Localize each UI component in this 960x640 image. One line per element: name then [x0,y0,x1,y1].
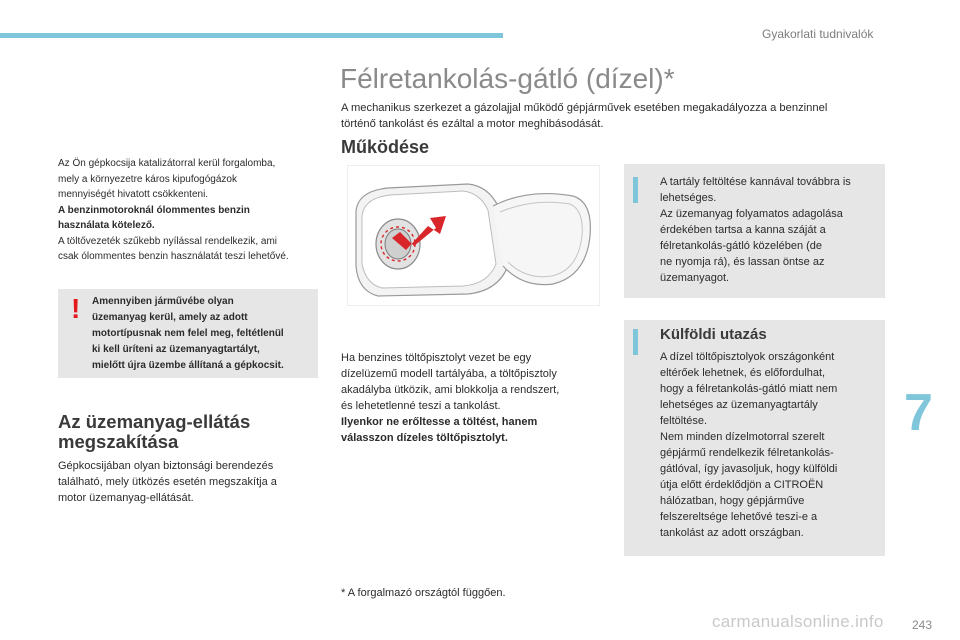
text-line: mely a környezetre káros kipufogógázok [58,173,237,185]
warning-text [92,294,314,374]
info-line: üzemanyagot. [660,272,730,284]
info-line: útja előtt érdeklődjön a CITROËN [660,479,824,491]
footnote: * A forgalmazó országtól függően. [341,587,506,599]
catalyst-paragraph [58,156,323,265]
info-line: Nem minden dízelmotorral szerelt [660,431,825,443]
info-text [660,349,880,541]
text-line: Az Ön gépkocsija katalizátorral kerül forgalomba, [58,158,276,169]
intro-paragraph [341,101,886,132]
info-icon [633,329,638,355]
header-accent-bar [0,33,503,38]
warning-box [58,289,318,378]
info-line: A dízel töltőpisztolyok országonként [660,351,835,363]
text-line: Gépkocsijában olyan biztonsági berendezés [58,460,274,472]
info-line: A tartály feltöltése kannával továbbra is [660,176,851,188]
text-line: A töltővezeték szűkebb nyílással rendelkezik, ami [58,235,277,247]
fuel-flap-drawing [348,166,599,305]
info-line: hogy a félretankolás-gátló miatt nem [660,383,838,395]
warning-line: üzemanyag kerül, amely az adott [92,312,248,323]
info-line: Az üzemanyag folyamatos adagolása [660,208,843,220]
info-line: felszereltsége lehetővé teszi-e a [660,511,818,523]
warning-line: Amennyiben járművébe olyan [92,296,234,307]
watermark: carmanualsonline.info [712,612,884,631]
text-line: dízelüzemű modell tartályába, a töltőpisztoly [341,368,557,380]
intro-line: történő tankolást és ezáltal a motor meghibásodását. [341,117,604,130]
chapter-number: 7 [904,384,933,442]
info-line: félretankolás-gátló közelében (de [660,240,823,252]
text-line: és lehetetlenné teszi a tankolást. [341,400,501,412]
text-line: motor üzemanyag-ellátását. [58,492,194,504]
bold-line: válasszon dízeles töltőpisztolyt. [341,432,508,444]
text-line: akadályba ütközik, ami blokkolja a rendszert, [341,384,560,396]
operation-heading: Működése [341,137,430,157]
heading-line: Az üzemanyag-ellátás [58,411,251,432]
info-line: ne nyomja rá), és lassan öntse az [660,256,825,268]
warning-line: motortípusnak nem felel meg, feltétlenül [92,328,284,339]
heading-line: megszakítása [58,431,179,452]
text-line: mennyiségét hivatott csökkenteni. [58,189,209,200]
text-line: található, mely ütközés esetén megszakítja a [58,476,277,488]
info-icon [633,177,638,203]
bold-line: A benzinmotoroknál ólommentes benzin [58,204,250,216]
info-line: lehetséges. [660,192,717,204]
bold-line: használata kötelező. [58,220,155,231]
fuel-flap-illustration [347,165,600,306]
bold-line: Ilyenkor ne erőltesse a töltést, hanem [341,416,538,428]
info-line: tankolást az adott országban. [660,527,804,539]
info-box-travel-abroad [624,320,885,556]
exclamation-icon: ! [71,293,81,324]
intro-line: A mechanikus szerkezet a gázolajjal működő gépjárművek esetében megakadályozza a benzinnel [341,102,828,114]
page-number: 243 [912,618,933,632]
fuel-supply-heading [58,412,323,452]
info-box-canister [624,164,885,298]
fuel-supply-paragraph [58,458,323,506]
page-title: Félretankolás-gátló (dízel)* [340,63,675,94]
misfuel-paragraph [341,350,611,446]
info-line: gátlóval, így javasoljuk, hogy külföldi [660,463,838,475]
info-line: hálózatban, hogy gépjárműve [660,495,805,507]
info-line: gépjármű rendelkezik félretankolás- [660,447,834,459]
info-line: feltöltése. [660,415,708,427]
text-line: csak ólommentes benzin használatát teszi lehetővé. [58,251,289,262]
info-line: érdekében tartsa a kanna száját a [660,224,826,236]
info-line: eltérőek lehetnek, és előfordulhat, [660,367,826,379]
info-text [660,174,880,286]
text-line: Ha benzines töltőpisztolyt vezet be egy [341,352,532,364]
warning-line: mielőtt újra üzembe állítaná a gépkocsit. [92,360,284,371]
travel-abroad-heading: Külföldi utazás [660,326,767,343]
info-line: lehetséges az üzemanyagtartály [660,399,818,411]
warning-line: ki kell üríteni az üzemanyagtartályt, [92,344,260,355]
section-title: Gyakorlati tudnivalók [762,27,874,41]
